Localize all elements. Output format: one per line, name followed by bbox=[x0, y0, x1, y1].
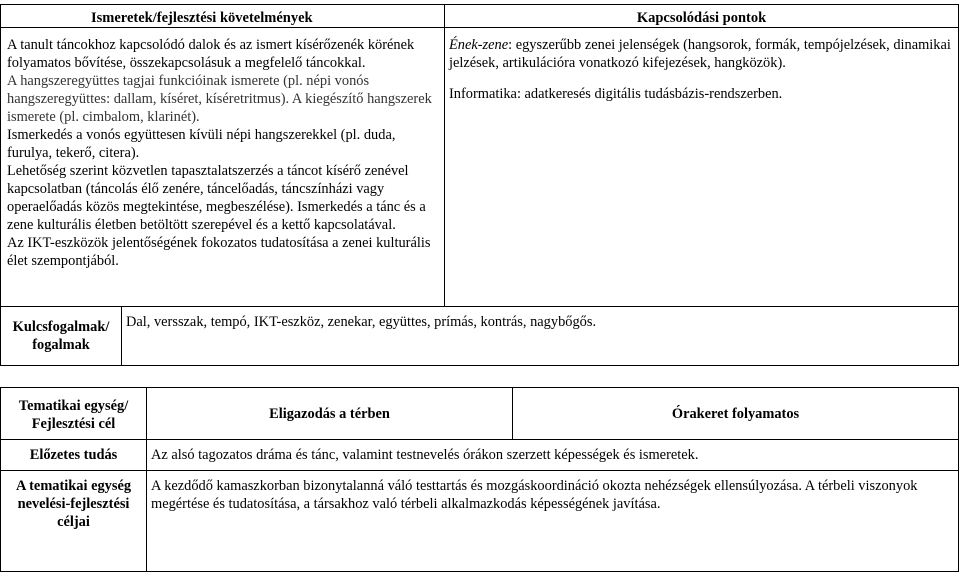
development-goals-text: A kezdődő kamaszkorban bizonytalanná váló testtartás és mozgáskoordináció okozta nehézségek ellensúlyozása. A térbeli viszonyok megértése és tudatosítása, a társakhoz való térbeli alkalmazkodás képességének javítása. bbox=[147, 471, 959, 572]
connection-item bbox=[449, 85, 954, 103]
requirement-paragraph: Az IKT-eszközök jelentőségének fokozatos tudatosítása a zenei kulturális élet szempontjából. bbox=[7, 235, 431, 269]
requirement-paragraph: Ismerkedés a vonós együttesen kívüli népi hangszerekkel (pl. duda, furulya, tekerő, citera). bbox=[7, 127, 396, 161]
prior-knowledge-text: Az alsó tagozatos dráma és tánc, valamint testnevelés órákon szerzett képességek és ismeretek. bbox=[147, 440, 959, 471]
prior-knowledge-label: Előzetes tudás bbox=[1, 440, 147, 471]
requirements-table bbox=[0, 4, 959, 366]
development-goals-label: A tematikai egység nevelési-fejlesztési céljai bbox=[1, 471, 147, 572]
time-frame: Órakeret folyamatos bbox=[513, 388, 959, 440]
requirement-paragraph: Lehetőség szerint közvetlen tapasztalatszerzés a táncot kísérő zenével kapcsolatban (táncolás élő zenére, táncelőadás, táncszínházi vagy operaelőadás közös megtekintése, megbeszélése). Ismerkedés a tánc és a zene kulturális életben betöltött szerepével és a kettő kapcsolatával. bbox=[7, 163, 426, 233]
thematic-unit-label: Tematikai egység/ Fejlesztési cél bbox=[1, 388, 147, 440]
connection-subject: Ének-zene bbox=[449, 37, 509, 53]
requirements-cell bbox=[1, 28, 445, 307]
connections-cell bbox=[445, 28, 959, 307]
key-concepts-value: Dal, versszak, tempó, IKT-eszköz, zenekar, együttes, prímás, kontrás, nagybőgős. bbox=[122, 307, 959, 366]
key-concepts-label: Kulcsfogalmak/ fogalmak bbox=[1, 307, 122, 366]
connection-text: : adatkeresés digitális tudásbázis-rendszerben. bbox=[516, 86, 783, 102]
requirement-paragraph: A tanult táncokhoz kapcsolódó dalok és az ismert kísérőzenék körének folyamatos bővítése, összekapcsolásuk a megfelelő táncokkal. bbox=[7, 37, 415, 71]
connection-subject: Informatika bbox=[449, 86, 517, 102]
connection-item bbox=[449, 36, 954, 72]
thematic-unit-title: Eligazodás a térben bbox=[147, 388, 513, 440]
connection-text: : egyszerűbb zenei jelenségek (hangsorok, formák, tempójelzések, dinamikai jelzések, artikulációra vonatkozó kifejezések, hangközök). bbox=[449, 37, 951, 71]
requirement-paragraph: A hangszeregyüttes tagjai funkcióinak ismerete (pl. népi vonós hangszeregyüttes: dallam, kíséret, kíséretritmus). A kiegészítő hangszerek ismerete (pl. cimbalom, klarinét). bbox=[7, 73, 432, 125]
header-connections: Kapcsolódási pontok bbox=[445, 5, 959, 28]
thematic-unit-table bbox=[0, 387, 959, 572]
header-requirements: Ismeretek/fejlesztési követelmények bbox=[1, 5, 445, 28]
